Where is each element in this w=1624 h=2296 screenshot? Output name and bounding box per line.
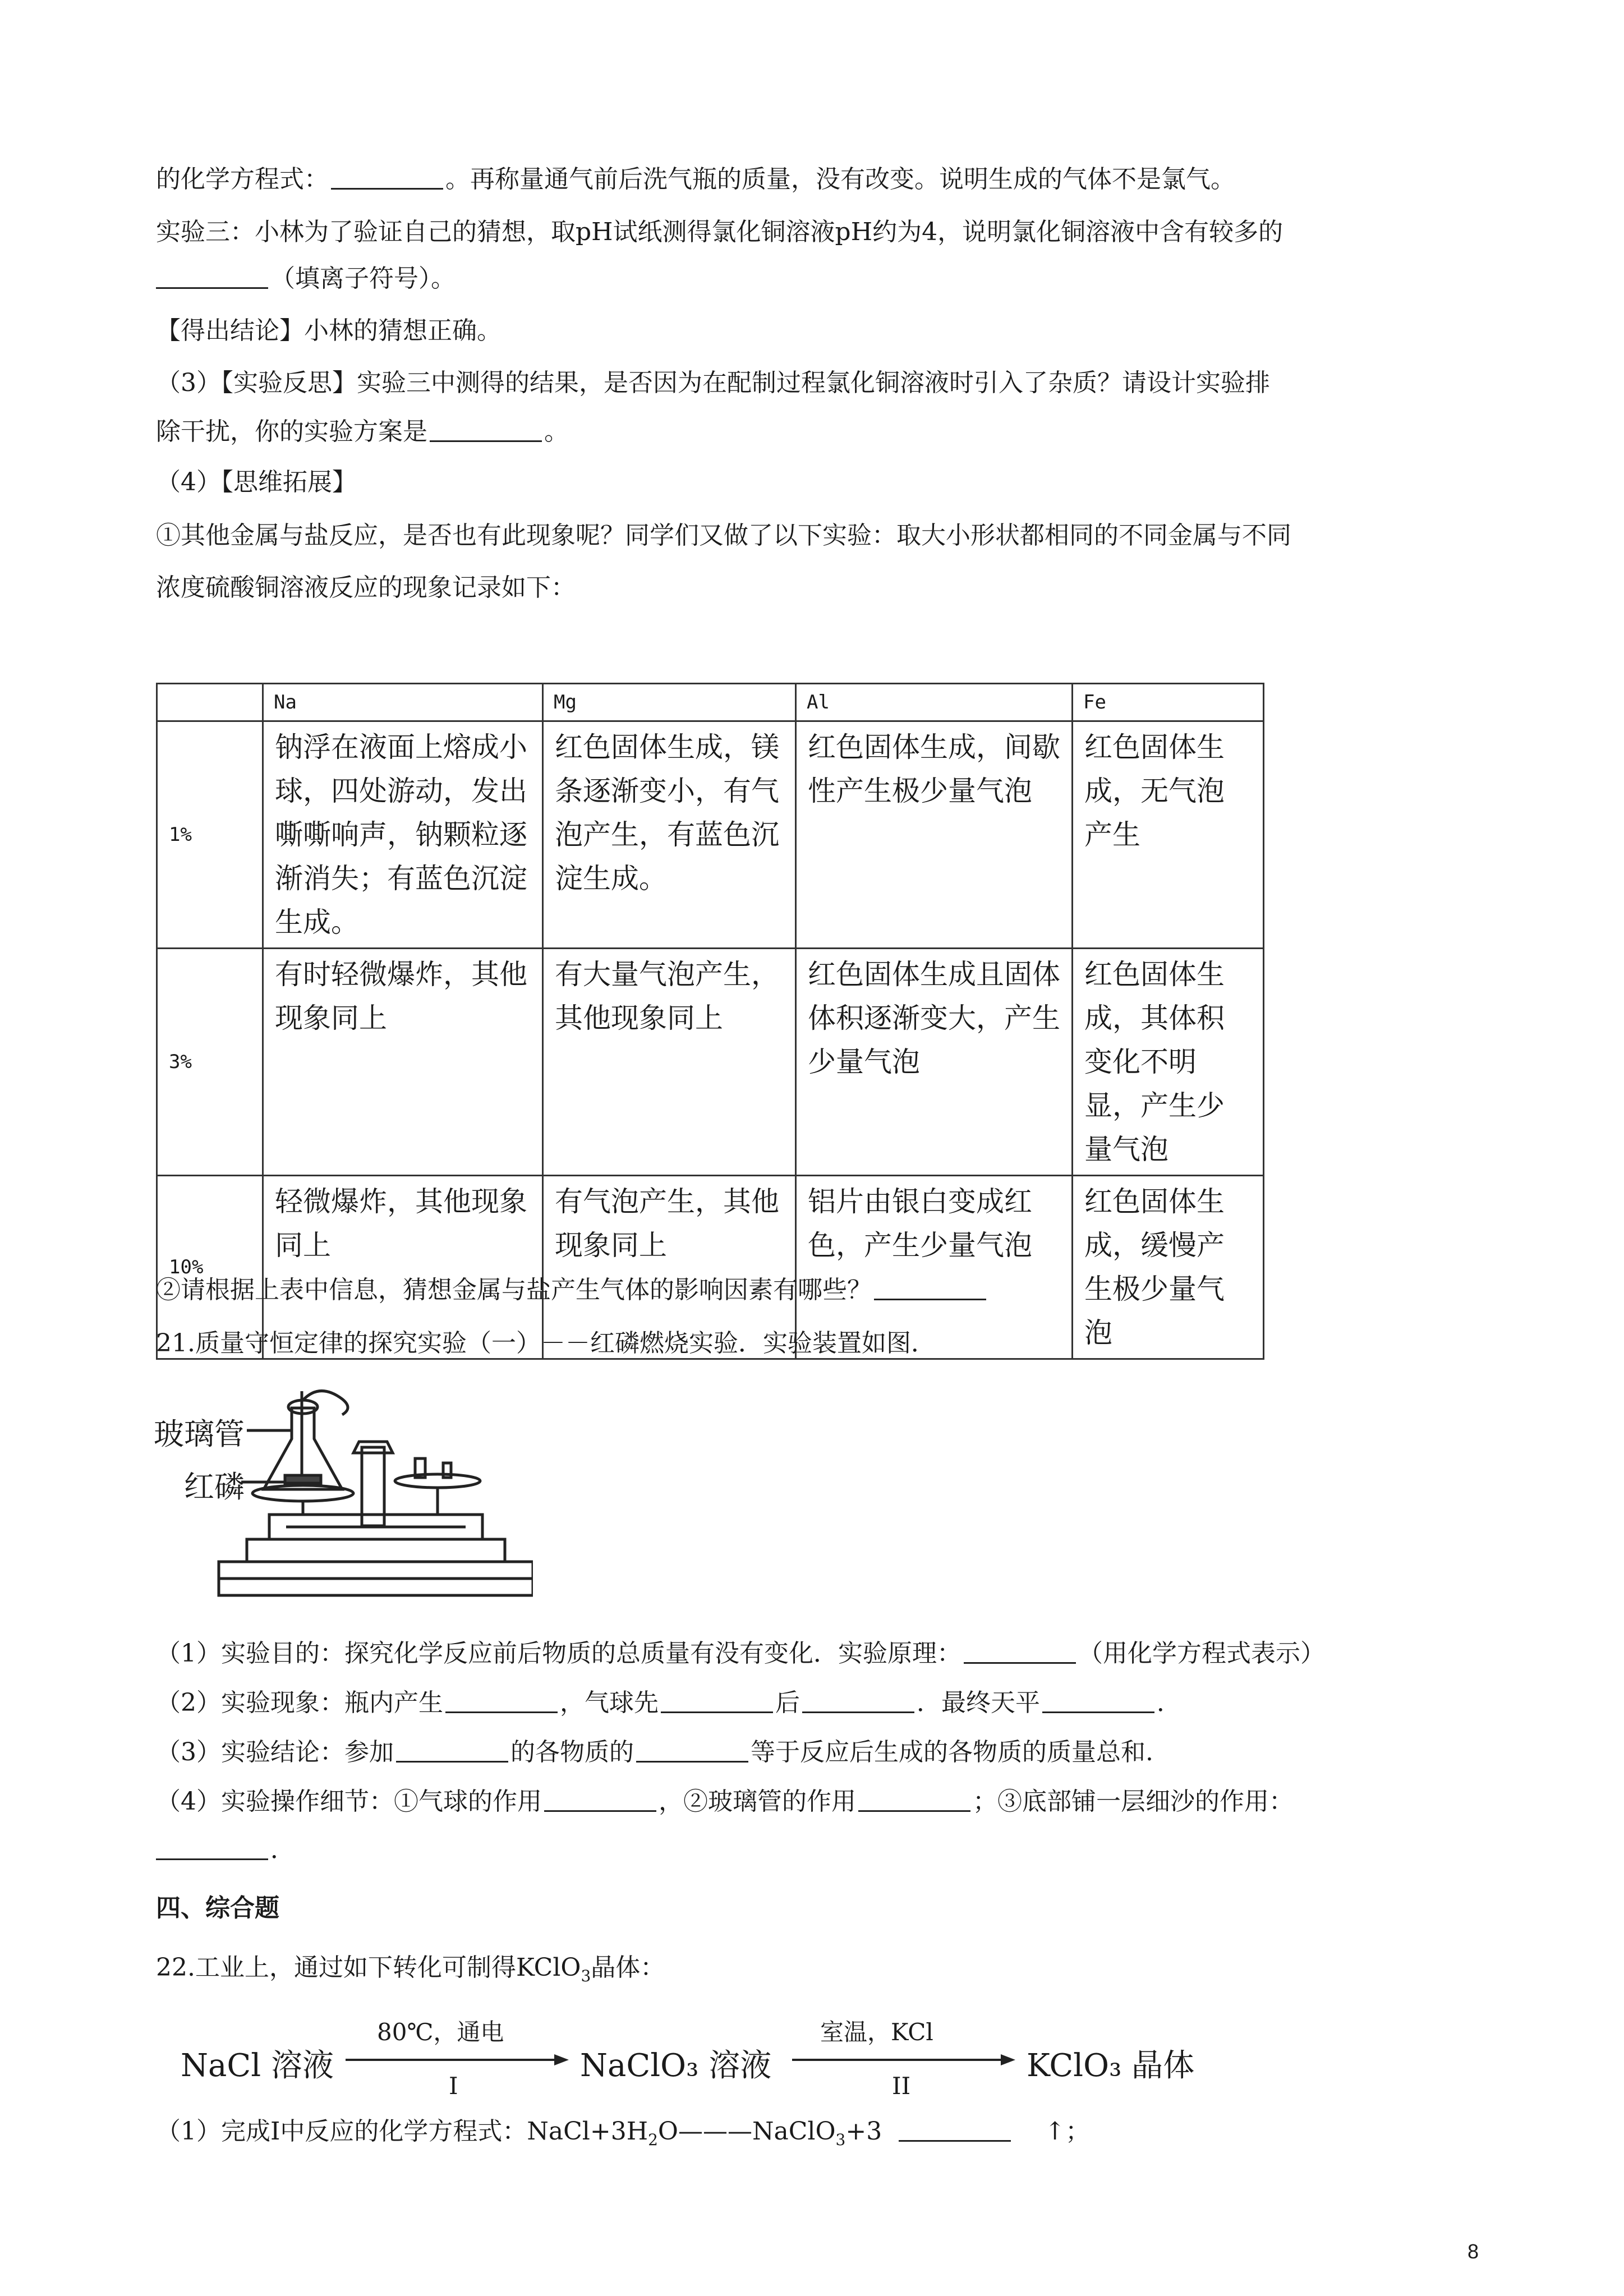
row-label: 1% — [157, 721, 263, 949]
scheme-step-1: I — [449, 2072, 458, 2100]
question-22 — [156, 1951, 665, 1993]
text-line — [156, 415, 569, 449]
text-line — [156, 1785, 1294, 1819]
text: 除干扰，你的实验方案是 — [156, 417, 427, 446]
text: 的化学方程式： — [156, 165, 329, 194]
table-header-cell: Fe — [1073, 684, 1264, 721]
answer-blank[interactable] — [430, 418, 542, 442]
balance-icon — [151, 1386, 533, 1621]
answer-blank[interactable] — [858, 1788, 970, 1812]
text: ；③底部铺一层细沙的作用： — [973, 1787, 1294, 1816]
table-cell: 有大量气泡产生，其他现象同上 — [543, 949, 796, 1176]
table-header-cell: Al — [796, 684, 1073, 721]
reaction-scheme — [181, 2014, 1213, 2106]
text: O———NaClO — [657, 2117, 836, 2146]
question-21: 21.质量守恒定律的探究实验（一）－－红磷燃烧实验．实验装置如图． — [156, 1329, 936, 1358]
scheme-step-2: II — [892, 2072, 911, 2100]
table-cell: 红色固体生成，间歇性产生极少量气泡 — [796, 721, 1073, 949]
text: 22.工业上，通过如下转化可制得KClO — [156, 1953, 581, 1982]
text: 等于反应后生成的各物质的质量总和. — [751, 1738, 1153, 1766]
text-line — [156, 1273, 988, 1307]
text: 。再称量通气前后洗气瓶的质量，没有改变。说明生成的气体不是氯气。 — [445, 165, 1235, 194]
answer-blank[interactable] — [661, 1689, 773, 1713]
text: 后 — [775, 1688, 800, 1717]
text: （1）完成Ⅰ中反应的化学方程式：NaCl+3H — [156, 2117, 648, 2146]
section-heading: 四、综合题 — [156, 1894, 279, 1922]
text-line: ①其他金属与盐反应，是否也有此现象呢？同学们又做了以下实验：取大小形状都相同的不同金属与不同 — [156, 521, 1291, 550]
subscript: 3 — [581, 1966, 591, 1985]
table-cell: 有气泡产生，其他现象同上 — [543, 1176, 796, 1359]
text: ．最终天平 — [917, 1688, 1040, 1717]
row-label: 3% — [157, 949, 263, 1176]
table-cell: 红色固体生成，缓慢产生极少量气泡 — [1073, 1176, 1264, 1359]
text-line — [156, 163, 1235, 196]
table-row — [157, 721, 1264, 949]
text: （1）实验目的：探究化学反应前后物质的总质量有没有变化．实验原理： — [156, 1639, 961, 1668]
answer-blank[interactable] — [156, 265, 268, 289]
table-row — [157, 949, 1264, 1176]
text: +3 — [845, 2117, 882, 2146]
arrow-right-icon — [346, 2053, 570, 2067]
arrow-right-icon — [792, 2053, 1016, 2067]
answer-blank[interactable] — [636, 1738, 748, 1763]
balance-apparatus-figure — [151, 1386, 533, 1621]
text-line — [156, 1736, 1153, 1769]
answer-blank[interactable] — [899, 2118, 1011, 2142]
text-line — [156, 2115, 1090, 2157]
answer-blank[interactable] — [396, 1738, 508, 1763]
text-line: 实验三：小林为了验证自己的猜想，取pH试纸测得氯化铜溶液pH约为4，说明氯化铜溶液中含有较多的 — [156, 218, 1283, 246]
table-cell: 有时轻微爆炸，其他现象同上 — [263, 949, 543, 1176]
subscript: 2 — [648, 2130, 658, 2149]
scheme-species-1: NaCl 溶液 — [181, 2047, 334, 2084]
table-cell: 红色固体生成且固体体积逐渐变大，产生少量气泡 — [796, 949, 1073, 1176]
answer-blank[interactable] — [544, 1788, 656, 1812]
text-line: （3）【实验反思】实验三中测得的结果，是否因为在配制过程氯化铜溶液时引入了杂质？请设计实验排 — [156, 369, 1270, 397]
scheme-species-2: NaClO₃ 溶液 — [580, 2047, 772, 2084]
row-label: 10% — [157, 1176, 263, 1359]
text: （用化学方程式表示） — [1078, 1639, 1325, 1668]
text: 晶体： — [591, 1953, 665, 1982]
text-line: 【得出结论】小林的猜想正确。 — [156, 316, 502, 345]
text: （2）实验现象：瓶内产生 — [156, 1688, 443, 1717]
answer-blank[interactable] — [964, 1640, 1076, 1664]
table-header-cell: Na — [263, 684, 543, 721]
scheme-species-3: KClO₃ 晶体 — [1027, 2047, 1195, 2084]
text: ． — [270, 1835, 295, 1864]
text: （填离子符号）。 — [270, 264, 456, 293]
text: ↑； — [1045, 2117, 1091, 2146]
scheme-condition-2: 室温，KCl — [820, 2018, 933, 2046]
figure-label-tube: 玻璃管 — [154, 1416, 245, 1452]
text: ，②玻璃管的作用 — [659, 1787, 856, 1816]
subscript: 3 — [835, 2130, 846, 2149]
table-cell: 红色固体生成，其体积变化不明显，产生少量气泡 — [1073, 949, 1264, 1176]
text-line — [156, 262, 456, 296]
table-cell: 铝片由银白变成红色，产生少量气泡 — [796, 1176, 1073, 1359]
answer-blank[interactable] — [445, 1689, 558, 1713]
text-line — [156, 1833, 295, 1867]
answer-blank[interactable] — [874, 1276, 986, 1300]
text-line — [156, 1686, 1181, 1720]
answer-blank[interactable] — [1042, 1689, 1154, 1713]
text: ②请根据上表中信息，猜想金属与盐产生气体的影响因素有哪些？ — [156, 1276, 872, 1304]
table-header-cell: Mg — [543, 684, 796, 721]
text-line: 浓度硫酸铜溶液反应的现象记录如下： — [156, 573, 576, 602]
figure-label-phosphorus: 红磷 — [184, 1469, 245, 1504]
text: ． — [1157, 1688, 1181, 1717]
answer-blank[interactable] — [331, 165, 443, 190]
answer-blank[interactable] — [156, 1836, 268, 1860]
page-number: 8 — [1467, 2240, 1479, 2263]
text: 的各物质的 — [510, 1738, 634, 1766]
table-header-row — [157, 684, 1264, 721]
table-cell: 红色固体生成，无气泡产生 — [1073, 721, 1264, 949]
answer-blank[interactable] — [802, 1689, 914, 1713]
text: （3）实验结论：参加 — [156, 1738, 394, 1766]
table-cell: 钠浮在液面上熔成小球，四处游动，发出嘶嘶响声，钠颗粒逐渐消失；有蓝色沉淀生成。 — [263, 721, 543, 949]
text-line — [156, 1637, 1325, 1671]
table-header-cell — [157, 684, 263, 721]
table-cell: 红色固体生成，镁条逐渐变小，有气泡产生，有蓝色沉淀生成。 — [543, 721, 796, 949]
table-cell: 轻微爆炸，其他现象同上 — [263, 1176, 543, 1359]
observation-table — [156, 683, 1264, 1360]
scheme-condition-1: 80℃，通电 — [377, 2018, 504, 2046]
text-line: （4）【思维拓展】 — [156, 468, 357, 496]
text: （4）实验操作细节：①气球的作用 — [156, 1787, 542, 1816]
text: 。 — [544, 417, 569, 446]
text: ，气球先 — [560, 1688, 659, 1717]
